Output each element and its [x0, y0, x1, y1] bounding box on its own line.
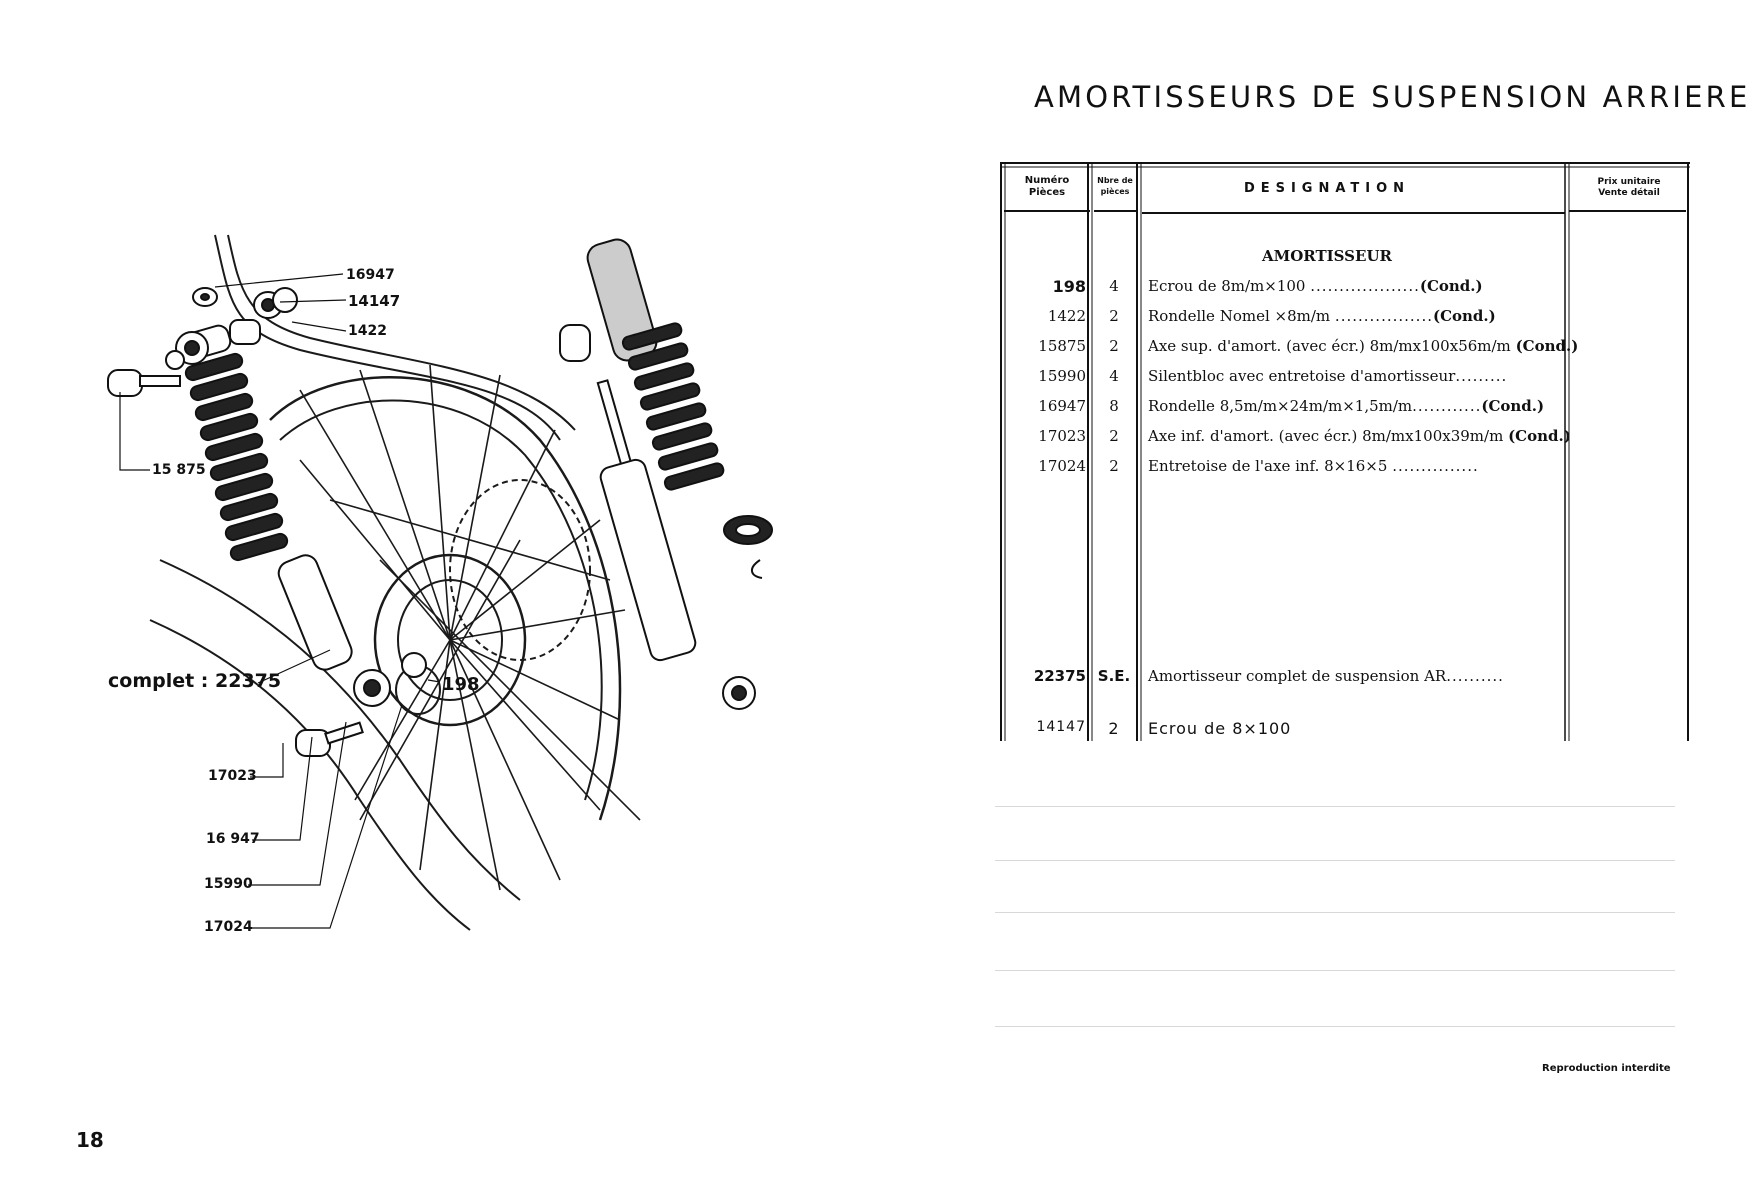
callout-16947-top: 16947	[346, 267, 395, 283]
part-quantity: 2	[1109, 307, 1119, 325]
part-quantity: S.E.	[1097, 667, 1131, 685]
part-number: 198	[1052, 277, 1086, 296]
header-numero-pieces	[1006, 175, 1088, 199]
part-designation	[1148, 307, 1560, 325]
part-number: 17024	[1038, 457, 1086, 475]
header-prix-line1: Prix unitaire	[1597, 177, 1661, 187]
blank-ruled-line	[995, 860, 1675, 861]
callout-14147: 14147	[348, 292, 401, 310]
part-number: 15875	[1038, 337, 1086, 355]
reproduction-notice: Reproduction interdite	[1542, 1063, 1671, 1074]
table-row	[1000, 427, 1690, 455]
part-quantity: 2	[1109, 337, 1119, 355]
table-row	[1000, 337, 1690, 365]
table-row-handwritten	[1000, 719, 1690, 747]
table-row-complete	[1000, 667, 1690, 695]
table-row	[1000, 457, 1690, 485]
cond-note: (Cond.)	[1481, 397, 1545, 415]
frame-outline	[215, 235, 560, 440]
header-prix-line2: Vente détail	[1598, 188, 1660, 198]
header-numero-line1: Numéro	[1024, 175, 1070, 186]
leader-dots: ..........	[1446, 667, 1504, 685]
header-numero-line2: Pièces	[1028, 187, 1066, 198]
designation-text: Rondelle 8,5m/m×24m/m×1,5m/m	[1148, 397, 1413, 415]
wheel-spokes	[300, 365, 640, 890]
part-quantity: 4	[1109, 367, 1119, 385]
designation-text: Axe sup. d'amort. (avec écr.) 8m/mx100x56m/m	[1148, 337, 1511, 355]
blank-ruled-line	[995, 1026, 1675, 1027]
header-prix-unitaire	[1570, 177, 1688, 199]
callout-198: 198	[442, 674, 480, 695]
callout-leaders	[120, 274, 440, 928]
callout-15990: 15990	[204, 876, 253, 892]
designation-text: Axe inf. d'amort. (avec écr.) 8m/mx100x39m/m	[1148, 427, 1504, 445]
table-row	[1000, 397, 1690, 425]
part-number: 16947	[1038, 397, 1086, 415]
part-quantity: 2	[1108, 719, 1120, 738]
part-number: 22375	[1033, 667, 1086, 685]
callout-17024: 17024	[204, 919, 253, 935]
header-nbre-pieces	[1092, 175, 1138, 197]
header-designation: DESIGNATION	[1243, 181, 1411, 196]
part-number: 1422	[1047, 307, 1086, 325]
page-title: AMORTISSEURS DE SUSPENSION ARRIERE	[1034, 80, 1751, 114]
part-number: 15990	[1038, 367, 1086, 385]
blank-ruled-line	[995, 806, 1675, 807]
part-designation: Ecrou de 8×100	[1148, 719, 1292, 738]
part-quantity: 2	[1109, 457, 1119, 475]
callout-complete-22375: complet : 22375	[108, 670, 282, 692]
part-designation	[1148, 427, 1571, 445]
part-designation	[1148, 367, 1560, 385]
header-nbre-line1: Nbre de	[1097, 176, 1133, 185]
cond-note: (Cond.)	[1419, 277, 1483, 295]
designation-text: Amortisseur complet de suspension AR	[1148, 667, 1447, 685]
cond-note: (Cond.)	[1432, 307, 1496, 325]
designation-text: Ecrou de 8m/m×100	[1148, 277, 1306, 295]
table-row	[1000, 307, 1690, 335]
leader-dots: .................	[1334, 307, 1433, 325]
blank-ruled-line	[995, 970, 1675, 971]
table-row	[1000, 367, 1690, 395]
part-number: 14147	[1036, 719, 1086, 735]
table-row	[1000, 277, 1690, 305]
callout-16947-bottom: 16 947	[206, 831, 260, 847]
blank-ruled-line	[995, 912, 1675, 913]
part-designation	[1148, 457, 1560, 475]
designation-text: Silentbloc avec entretoise d'amortisseur	[1148, 367, 1456, 385]
exploded-shock-absorber-diagram	[0, 0, 860, 1200]
callout-17023: 17023	[208, 768, 257, 784]
leader-dots: ...............	[1392, 457, 1479, 475]
part-quantity: 8	[1109, 397, 1119, 415]
leader-dots: ............	[1412, 397, 1482, 415]
section-title: AMORTISSEUR	[1261, 247, 1392, 265]
leader-dots: .........	[1455, 367, 1508, 385]
designation-text: Rondelle Nomel ×8m/m	[1148, 307, 1331, 325]
part-quantity: 4	[1109, 277, 1119, 295]
designation-text: Entretoise de l'axe inf. 8×16×5	[1148, 457, 1388, 475]
cond-note: (Cond.)	[1515, 337, 1579, 355]
callout-1422: 1422	[348, 323, 387, 339]
part-designation	[1148, 397, 1560, 415]
sprocket	[450, 480, 590, 660]
part-designation	[1148, 277, 1560, 295]
part-quantity: 2	[1109, 427, 1119, 445]
part-designation	[1148, 667, 1560, 685]
cond-note: (Cond.)	[1508, 427, 1571, 445]
page-number: 18	[76, 1128, 104, 1152]
shock-absorber-exploded	[560, 236, 772, 709]
part-designation	[1148, 337, 1579, 355]
parts-table	[1000, 163, 1690, 741]
part-number: 17023	[1038, 427, 1086, 445]
header-nbre-line2: pièces	[1100, 187, 1130, 196]
leader-dots: ...................	[1310, 277, 1420, 295]
callout-15875: 15 875	[152, 462, 206, 478]
